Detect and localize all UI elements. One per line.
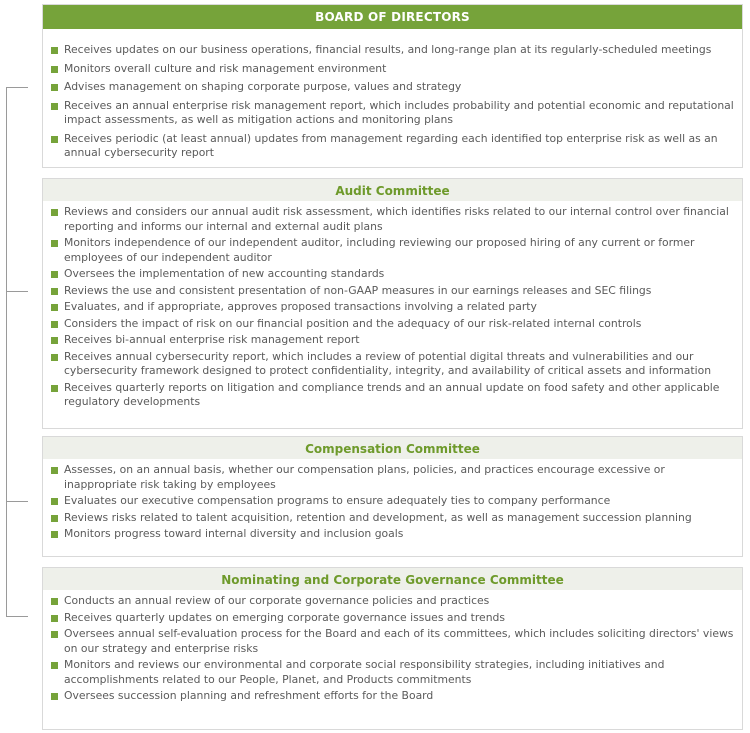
list-item: Monitors progress toward internal diversity and inclusion goals [48, 527, 736, 542]
list-item: Receives bi-annual enterprise risk management report [48, 333, 736, 348]
bullet-square-icon [51, 385, 58, 392]
list-item: Evaluates, and if appropriate, approves proposed transactions involving a related party [48, 300, 736, 315]
list-item: Oversees the implementation of new accounting standards [48, 267, 736, 282]
list-item: Receives updates on our business operations, financial results, and long-range plan at its regularly-scheduled meetings [48, 43, 736, 58]
bullet-square-icon [51, 47, 58, 54]
list-item: Oversees annual self-evaluation process for the Board and each of its committees, which includes soliciting directors' views on our strategy and enterprise risks [48, 627, 736, 656]
bullet-square-icon [51, 662, 58, 669]
bullet-square-icon [51, 615, 58, 622]
bullet-square-icon [51, 354, 58, 361]
bullet-square-icon [51, 136, 58, 143]
list-item: Monitors and reviews our environmental and corporate social responsibility strategies, including initiatives and accomplishments related to our People, Planet, and Products commitments [48, 658, 736, 687]
list-item: Receives quarterly reports on litigation and compliance trends and an annual update on food safety and other applicable regulatory developments [48, 381, 736, 410]
bullet-square-icon [51, 103, 58, 110]
bullet-square-icon [51, 84, 58, 91]
nominating-list [43, 590, 742, 704]
bullet-square-icon [51, 337, 58, 344]
connector-nominating [6, 616, 28, 617]
list-item: Receives annual cybersecurity report, which includes a review of potential digital threats and vulnerabilities and our cybersecurity framework designed to protect confidentiality, integrity, and availability of critical assets and information [48, 350, 736, 379]
compensation-title: Compensation Committee [43, 437, 742, 459]
list-item: Receives quarterly updates on emerging corporate governance issues and trends [48, 611, 736, 626]
list-item: Considers the impact of risk on our financial position and the adequacy of our risk-related internal controls [48, 317, 736, 332]
list-item: Advises management on shaping corporate purpose, values and strategy [48, 80, 736, 95]
list-item: Reviews the use and consistent presentation of non-GAAP measures in our earnings releases and SEC filings [48, 284, 736, 299]
audit-title: Audit Committee [43, 179, 742, 201]
bullet-square-icon [51, 515, 58, 522]
bullet-square-icon [51, 467, 58, 474]
compensation-committee-box [42, 436, 743, 557]
bullet-square-icon [51, 321, 58, 328]
board-list [43, 29, 742, 161]
bullet-square-icon [51, 498, 58, 505]
bullet-square-icon [51, 209, 58, 216]
board-of-directors-box [42, 4, 743, 168]
bullet-square-icon [51, 531, 58, 538]
list-item: Reviews and considers our annual audit risk assessment, which identifies risks related to our internal control over financial reporting and informs our internal and external audit plans [48, 205, 736, 234]
bullet-square-icon [51, 288, 58, 295]
nominating-title: Nominating and Corporate Governance Committee [43, 568, 742, 590]
audit-list [43, 201, 742, 410]
connector-bracket [6, 87, 7, 616]
bullet-square-icon [51, 598, 58, 605]
list-item: Receives an annual enterprise risk management report, which includes probability and potential economic and reputational impact assessments, as well as mitigation actions and monitoring plans [48, 99, 736, 128]
bullet-square-icon [51, 304, 58, 311]
list-item: Oversees succession planning and refreshment efforts for the Board [48, 689, 736, 704]
bullet-square-icon [51, 66, 58, 73]
board-title: BOARD OF DIRECTORS [43, 5, 742, 29]
connector-audit [6, 291, 28, 292]
audit-committee-box [42, 178, 743, 429]
list-item: Conducts an annual review of our corporate governance policies and practices [48, 594, 736, 609]
list-item: Reviews risks related to talent acquisition, retention and development, as well as management succession planning [48, 511, 736, 526]
list-item: Monitors independence of our independent auditor, including reviewing our proposed hiring of any current or former employees of our independent auditor [48, 236, 736, 265]
list-item: Receives periodic (at least annual) updates from management regarding each identified top enterprise risk as well as an annual cybersecurity report [48, 132, 736, 161]
nominating-committee-box [42, 567, 743, 730]
compensation-list [43, 459, 742, 542]
bullet-square-icon [51, 271, 58, 278]
bullet-square-icon [51, 631, 58, 638]
list-item: Monitors overall culture and risk management environment [48, 62, 736, 77]
connector-compensation [6, 501, 28, 502]
connector-board [6, 87, 28, 88]
list-item: Assesses, on an annual basis, whether our compensation plans, policies, and practices encourage excessive or inappropriate risk taking by employees [48, 463, 736, 492]
bullet-square-icon [51, 693, 58, 700]
bullet-square-icon [51, 240, 58, 247]
list-item: Evaluates our executive compensation programs to ensure adequately ties to company performance [48, 494, 736, 509]
